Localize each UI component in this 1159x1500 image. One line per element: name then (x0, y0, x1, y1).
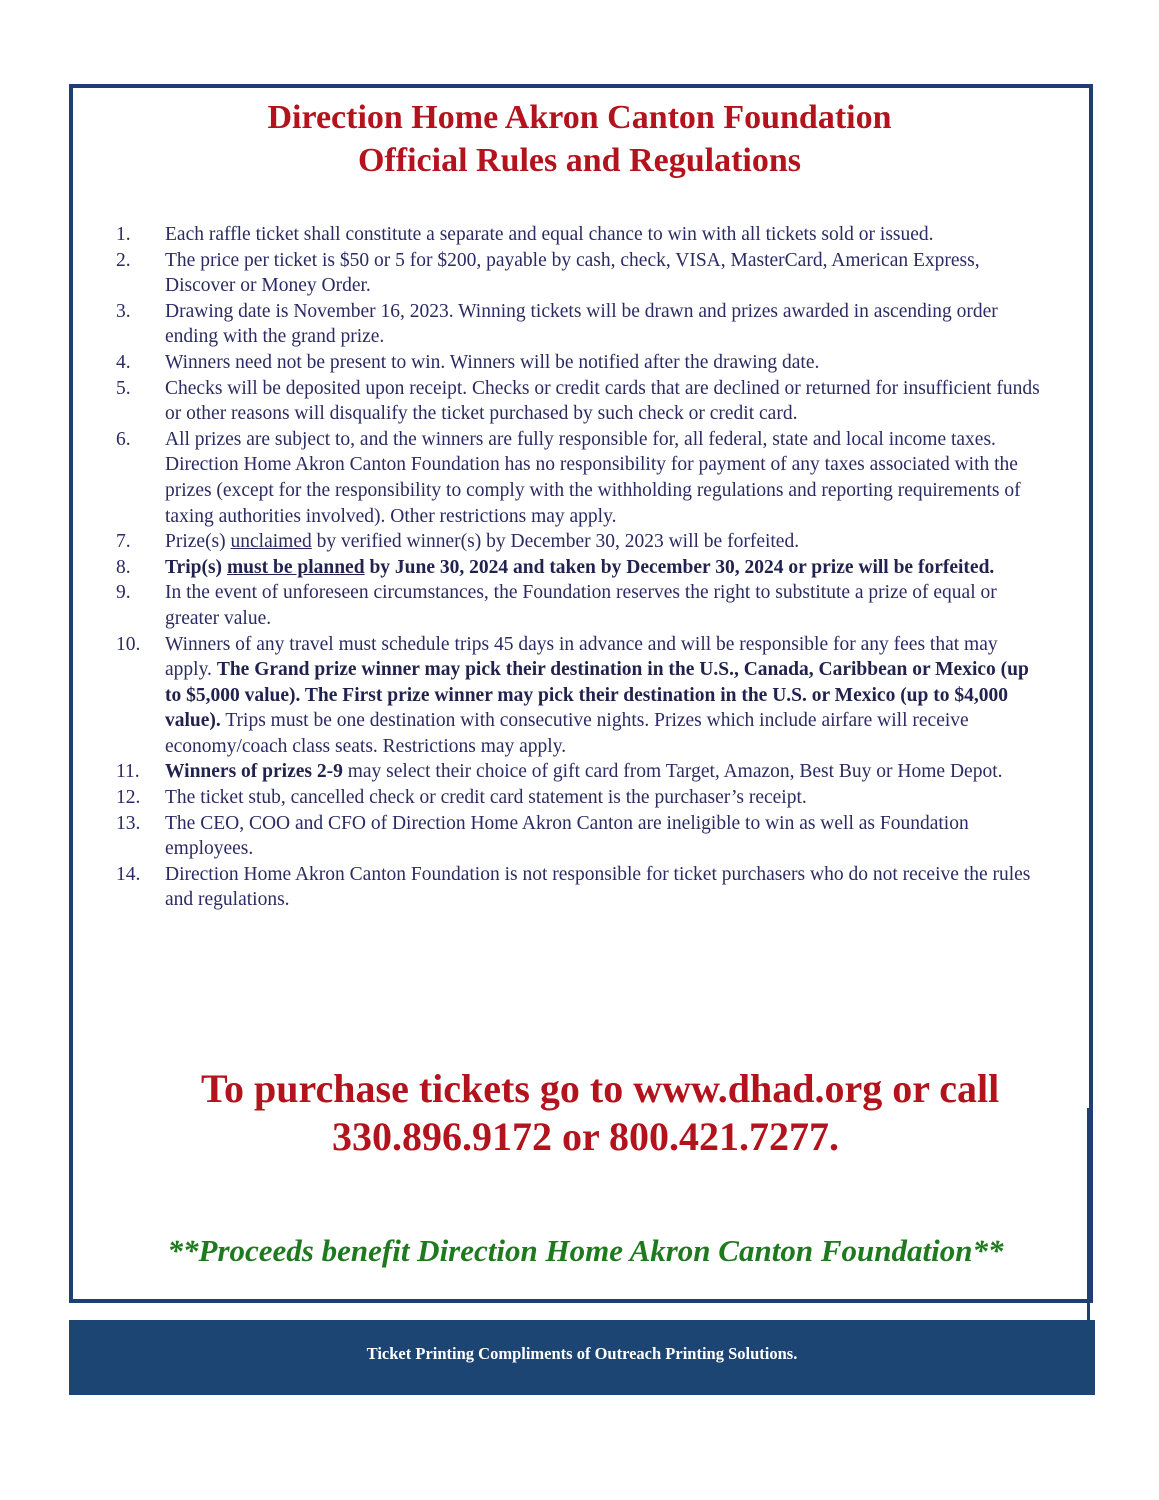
purchase-callout-phone: 330.896.9172 or 800.421.7277. (332, 1114, 840, 1159)
rule-item (116, 299, 1046, 350)
rule-text-underlined: unclaimed (230, 531, 312, 553)
rule-text-bold: The Grand prize winner may pick their destination in the U.S., Canada, Caribbean or Mexico (up to $5,000 value). The First prize winner may pick their destination in the U.S. or Mexico (up to $4,000 value). (165, 659, 1029, 732)
rules-list (116, 222, 1046, 913)
rule-item (116, 632, 1046, 760)
rule-number: 3. (116, 300, 131, 322)
purchase-callout-line1: To purchase tickets go to www.dhad.org or call (201, 1066, 1000, 1111)
rule-number: 4. (116, 351, 131, 373)
rule-text-start: Prize(s) (165, 531, 231, 553)
rule-number: 13. (116, 812, 141, 834)
rule-item (116, 862, 1046, 913)
proceeds-banner: **Proceeds benefit Direction Home Akron Canton Foundation** (167, 1233, 1004, 1268)
rule-text: All prizes are subject to, and the winners are fully responsible for, all federal, state and local income taxes. Direction Home Akron Canton Foundation has no responsibility for payment of any taxes associated with the prizes (except for the responsibility to comply with the withholding regulations and reporting requirements of taxing authorities involved). Other restrictions may apply. (165, 428, 1021, 527)
rule-number: 10. (116, 633, 141, 655)
rule-text-end: by June 30, 2024 and taken by December 30, 2024 or prize will be forfeited. (364, 556, 995, 578)
footer-credit: Ticket Printing Compliments of Outreach Printing Solutions. (366, 1344, 798, 1363)
rule-text: In the event of unforeseen circumstances, the Foundation reserves the right to substitute a prize of equal or greater value. (165, 582, 997, 629)
rule-text: The CEO, COO and CFO of Direction Home Akron Canton are ineligible to win as well as Foundation employees. (165, 812, 969, 860)
footer-bar (69, 1320, 1095, 1395)
rule-text-end: by verified winner(s) by December 30, 2023 will be forfeited. (311, 531, 800, 553)
rule-text-start: Winners of any travel must schedule trips 45 days in advance and will be responsible for any fees that may apply. (165, 633, 998, 681)
rule-item (116, 811, 1046, 862)
rule-text: Each raffle ticket shall constitute a separate and equal chance to win with all tickets sold or issued. (165, 224, 934, 245)
rule-item (116, 248, 1046, 299)
rule-number: 6. (116, 428, 131, 450)
rule-item (116, 759, 1046, 785)
rule-text-end: may select their choice of gift card from Target, Amazon, Best Buy or Home Depot. (342, 761, 1003, 783)
rule-text: Direction Home Akron Canton Foundation is not responsible for ticket purchasers who do not receive the rules and regulations. (165, 863, 1031, 911)
rule-text-end: Trips must be one destination with consecutive nights. Prizes which include airfare will receive economy/coach class seats. Restrictions may apply. (165, 710, 969, 757)
rule-item (116, 376, 1046, 427)
rule-text: Winners need not be present to win. Winners will be notified after the drawing date. (165, 351, 820, 373)
rule-text: The price per ticket is $50 or 5 for $200, payable by cash, check, VISA, MasterCard, American Express, Discover or Money Order. (165, 249, 980, 297)
rule-text-underlined: must be planned (226, 556, 365, 578)
rule-number: 11. (116, 761, 140, 783)
rule-number: 5. (116, 377, 131, 399)
rule-text: The ticket stub, cancelled check or credit card statement is the purchaser’s receipt. (165, 787, 807, 809)
page-subtitle: Official Rules and Regulations (358, 142, 801, 179)
rule-text-start: Trip(s) (165, 556, 227, 578)
rule-number: 2. (116, 249, 131, 271)
rule-item (116, 427, 1046, 529)
rule-text: Checks will be deposited upon receipt. Checks or credit cards that are declined or returned for insufficient funds or other reasons will disqualify the ticket purchased by such check or credit card. (165, 377, 1040, 425)
page-title: Direction Home Akron Canton Foundation (267, 99, 892, 136)
rule-number: 9. (116, 582, 131, 604)
rule-text-bold: Winners of prizes 2-9 (165, 761, 343, 783)
rule-item (116, 785, 1046, 811)
rule-number: 7. (116, 531, 131, 553)
rule-item (116, 529, 1046, 555)
rule-number: 8. (116, 556, 131, 578)
rule-item (116, 222, 1046, 248)
rule-number: 1. (116, 224, 131, 245)
rule-text: Drawing date is November 16, 2023. Winning tickets will be drawn and prizes awarded in ascending order ending with the grand prize. (165, 300, 998, 348)
rule-item (116, 555, 1046, 581)
rule-item (116, 350, 1046, 376)
rule-number: 14. (116, 863, 141, 885)
rule-item (116, 580, 1046, 631)
rule-number: 12. (116, 787, 141, 809)
